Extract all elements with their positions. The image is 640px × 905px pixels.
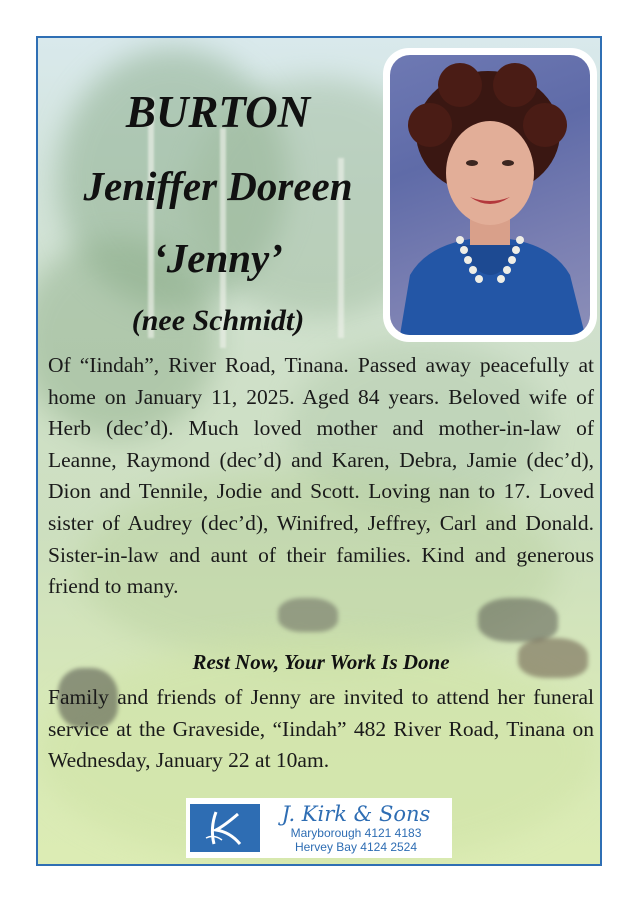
funeral-director-details bbox=[260, 802, 452, 854]
service-details: Family and friends of Jenny are invited to attend her funeral service at the Graveside, “Iindah” 482 River Road, Tinana on Wednesday, January 22 at 10am. bbox=[48, 685, 594, 773]
surname: BURTON bbox=[125, 87, 311, 137]
nickname: ‘Jenny’ bbox=[153, 235, 283, 281]
funeral-director-name: J. Kirk & Sons bbox=[281, 802, 431, 826]
phone-hervey-bay: Hervey Bay 4124 2524 bbox=[294, 840, 418, 854]
phone-maryborough: Maryborough 4121 4183 bbox=[290, 826, 422, 840]
maiden-name: (nee Schmidt) bbox=[131, 304, 305, 337]
funeral-director-logo bbox=[186, 798, 452, 858]
death-notice bbox=[36, 36, 602, 866]
biography-text: Of “Iindah”, River Road, Tinana. Passed away peacefully at home on January 11, 2025. Aged 84 years. Beloved wife of Herb (dec’d). Much loved mother and mother-in-law of Leanne, Raymond (dec’d) and Karen, Debra, Jamie (dec’d), Dion and Tennile, Jodie and Scott. Loving nan to 17. Loved sister of Audrey (dec’d), Winifred, Jeffrey, Carl and Donald. Sister-in-law and aunt of their families. Kind and generous friend to many. bbox=[48, 353, 594, 599]
portrait-photo bbox=[390, 55, 590, 335]
verse-line: Rest Now, Your Work Is Done bbox=[192, 650, 450, 674]
k-monogram-icon bbox=[190, 804, 260, 852]
portrait-frame bbox=[383, 48, 597, 342]
given-names: Jeniffer Doreen bbox=[83, 163, 353, 209]
